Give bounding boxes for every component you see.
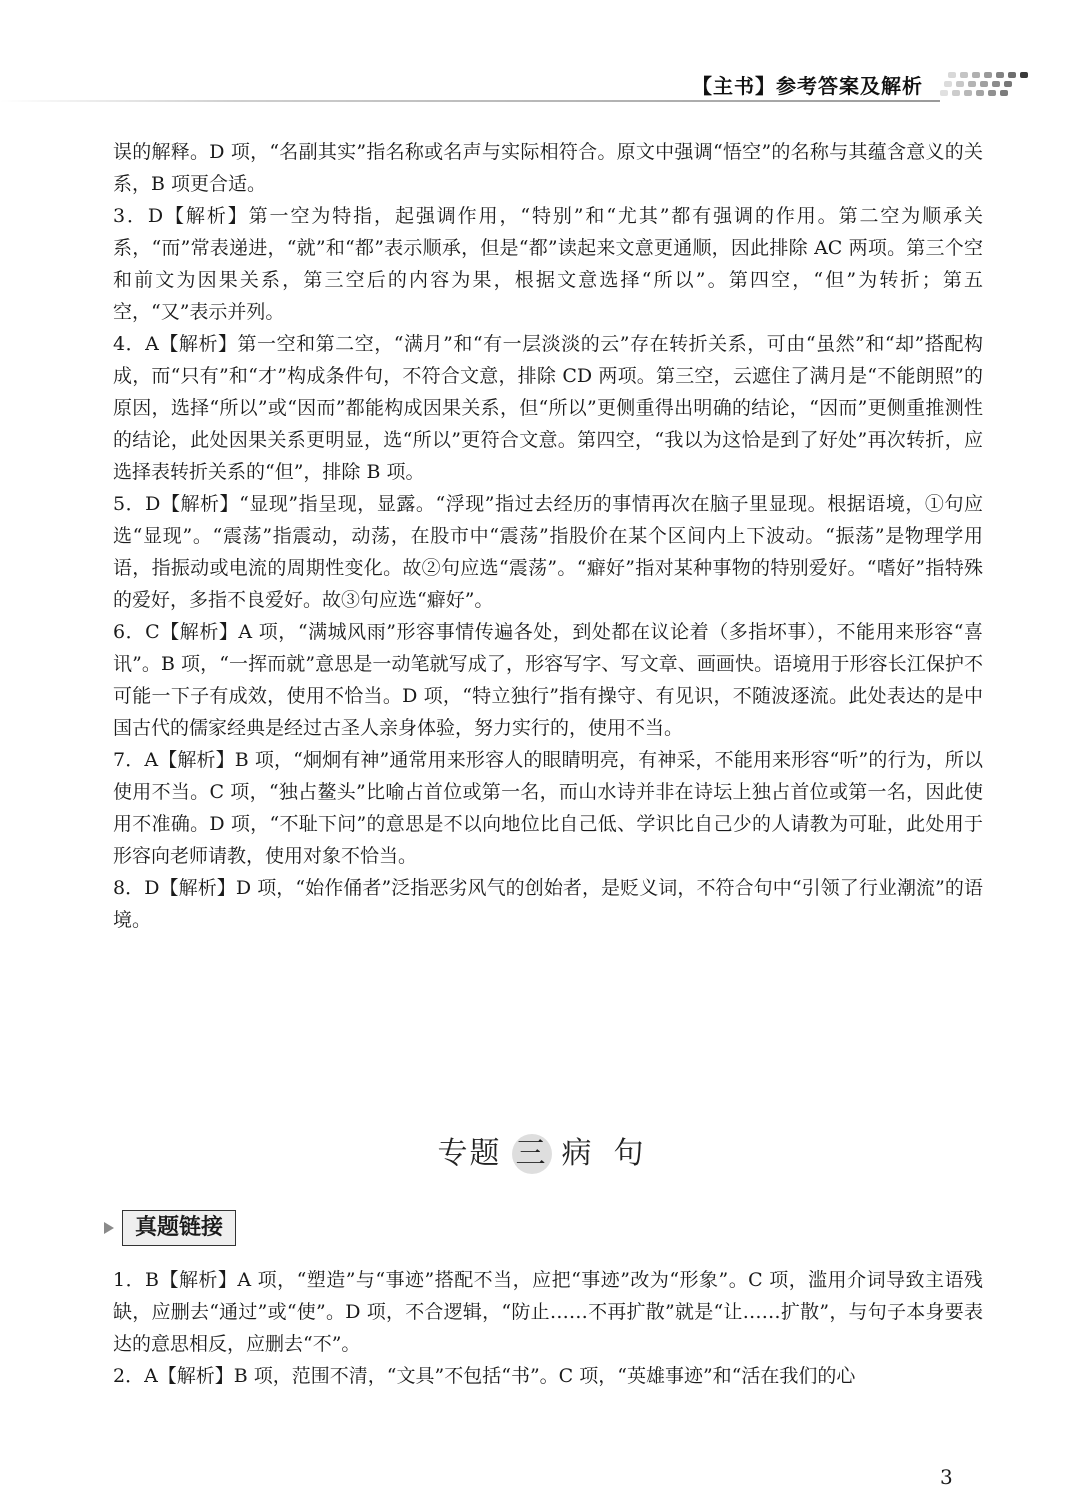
decor-dot — [952, 90, 960, 96]
answer-paragraph: 5．D【解析】“显现”指呈现，显露。“浮现”指过去经历的事情再次在脑子里显现。根据语境，①句应选“显现”。“震荡”指震动，动荡，在股市中“震荡”指股价在某个区间内上下波动。“振荡”是物理学用语，指振动或电流的周期性变化。故②句应选“震荡”。“癖好”指对某种事物的特别爱好。“嗜好”指特殊的爱好，多指不良爱好。故③句应选“癖好”。 — [113, 493, 983, 611]
decor-dot — [984, 72, 992, 78]
decor-dot — [992, 81, 1000, 87]
answer-paragraph: 6．C【解析】A 项，“满城风雨”形容事情传遍各处，到处都在议论着（多指坏事），不能用来形容“喜讯”。B 项，“一挥而就”意思是一动笔就写成了，形容写字、写文章、画画快。语境用于形容长江保护不可能一下子有成效，使用不恰当。D 项，“特立独行”指有操守、有见识，不随波逐流。此处表达的是中国古代的儒家经典是经过古圣人亲身体验，努力实行的，使用不当。 — [113, 621, 983, 739]
answer-paragraph: 4．A【解析】第一空和第二空，“满月”和“有一层淡淡的云”存在转折关系，可由“虽然”和“却”搭配构成，而“只有”和“才”构成条件句，不符合文意，排除 CD 两项。第三空，云遮住了满月是“不能朗照”的原因，选择“所以”或“因而”都能构成因果关系，但“所以”更侧重得出明确的结论，“因而”更侧重推测性的结论，此处因果关系更明显，选“所以”更符合文意。第四空，“我以为这恰是到了好处”再次转折，应选择表转折关系的“但”，排除 B 项。 — [113, 333, 983, 483]
decor-dot — [1008, 72, 1016, 78]
page-header — [0, 0, 1083, 105]
header-title: 【主书】参考答案及解析 — [692, 74, 923, 98]
decor-dot — [1020, 72, 1028, 78]
section-number-badge: 三 — [512, 1134, 552, 1174]
subheading — [104, 1208, 236, 1248]
decor-dot — [960, 72, 968, 78]
answer-paragraph: 误的解释。D 项，“名副其实”指名称或名声与实际相符合。原文中强调“悟空”的名称与其蕴含意义的关系，B 项更合适。 — [113, 141, 983, 195]
answer-paragraph: 8．D【解析】D 项，“始作俑者”泛指恶劣风气的创始者，是贬义词，不符合句中“引领了行业潮流”的语境。 — [113, 877, 983, 931]
answer-paragraph: 3．D【解析】第一空为特指，起强调作用，“特别”和“尤其”都有强调的作用。第二空为顺承关系，“而”常表递进，“就”和“都”表示顺承，但是“都”读起来文意更通顺，因此排除 AC 两项。第三个空和前文为因果关系，第三空后的内容为果，根据文意选择“所以”。第四空，“但”为转折；第五空，“又”表示并列。 — [113, 205, 983, 323]
decor-dot — [976, 90, 984, 96]
header-dots-decoration — [938, 70, 1038, 102]
answer-paragraph: 1．B【解析】A 项，“塑造”与“事迹”搭配不当，应把“事迹”改为“形象”。C 项，滥用介词导致主语残缺，应删去“通过”或“使”。D 项，不合逻辑，“防止……不再扩散”就是“让……扩散”，与句子本身要表达的意思相反，应删去“不”。 — [113, 1269, 983, 1355]
decor-dot — [944, 81, 952, 87]
decor-dot — [996, 72, 1004, 78]
decor-dot — [1000, 90, 1008, 96]
decor-dot — [956, 81, 964, 87]
decor-dot — [980, 81, 988, 87]
decor-dot — [1004, 81, 1012, 87]
decor-dot — [948, 72, 956, 78]
decor-dot — [972, 72, 980, 78]
section-title — [0, 1128, 1083, 1174]
section-word: 病 — [561, 1136, 594, 1171]
section-prefix: 专题 — [437, 1136, 502, 1171]
section-word: 句 — [613, 1136, 646, 1171]
triangle-bullet-icon — [104, 1222, 114, 1234]
answer-body-text — [113, 136, 983, 936]
decor-dot — [968, 81, 976, 87]
decor-dot — [964, 90, 972, 96]
answer-paragraph: 2．A【解析】B 项，范围不清，“文具”不包括“书”。C 项，“英雄事迹”和“活在我们的心 — [113, 1365, 856, 1387]
header-rule — [0, 100, 940, 102]
answer-body-text-2 — [113, 1264, 983, 1392]
answer-paragraph: 7．A【解析】B 项，“炯炯有神”通常用来形容人的眼睛明亮，有神采，不能用来形容“听”的行为，所以使用不当。C 项，“独占鳌头”比喻占首位或第一名，而山水诗并非在诗坛上独占首位或第一名，因此使用不准确。D 项，“不耻下问”的意思是不以向地位比自己低、学识比自己少的人请教为可耻，此处用于形容向老师请教，使用对象不恰当。 — [113, 749, 983, 867]
decor-dot — [988, 90, 996, 96]
page-number: 3 — [940, 1465, 953, 1489]
subheading-label: 真题链接 — [122, 1210, 236, 1246]
decor-dot — [940, 90, 948, 96]
